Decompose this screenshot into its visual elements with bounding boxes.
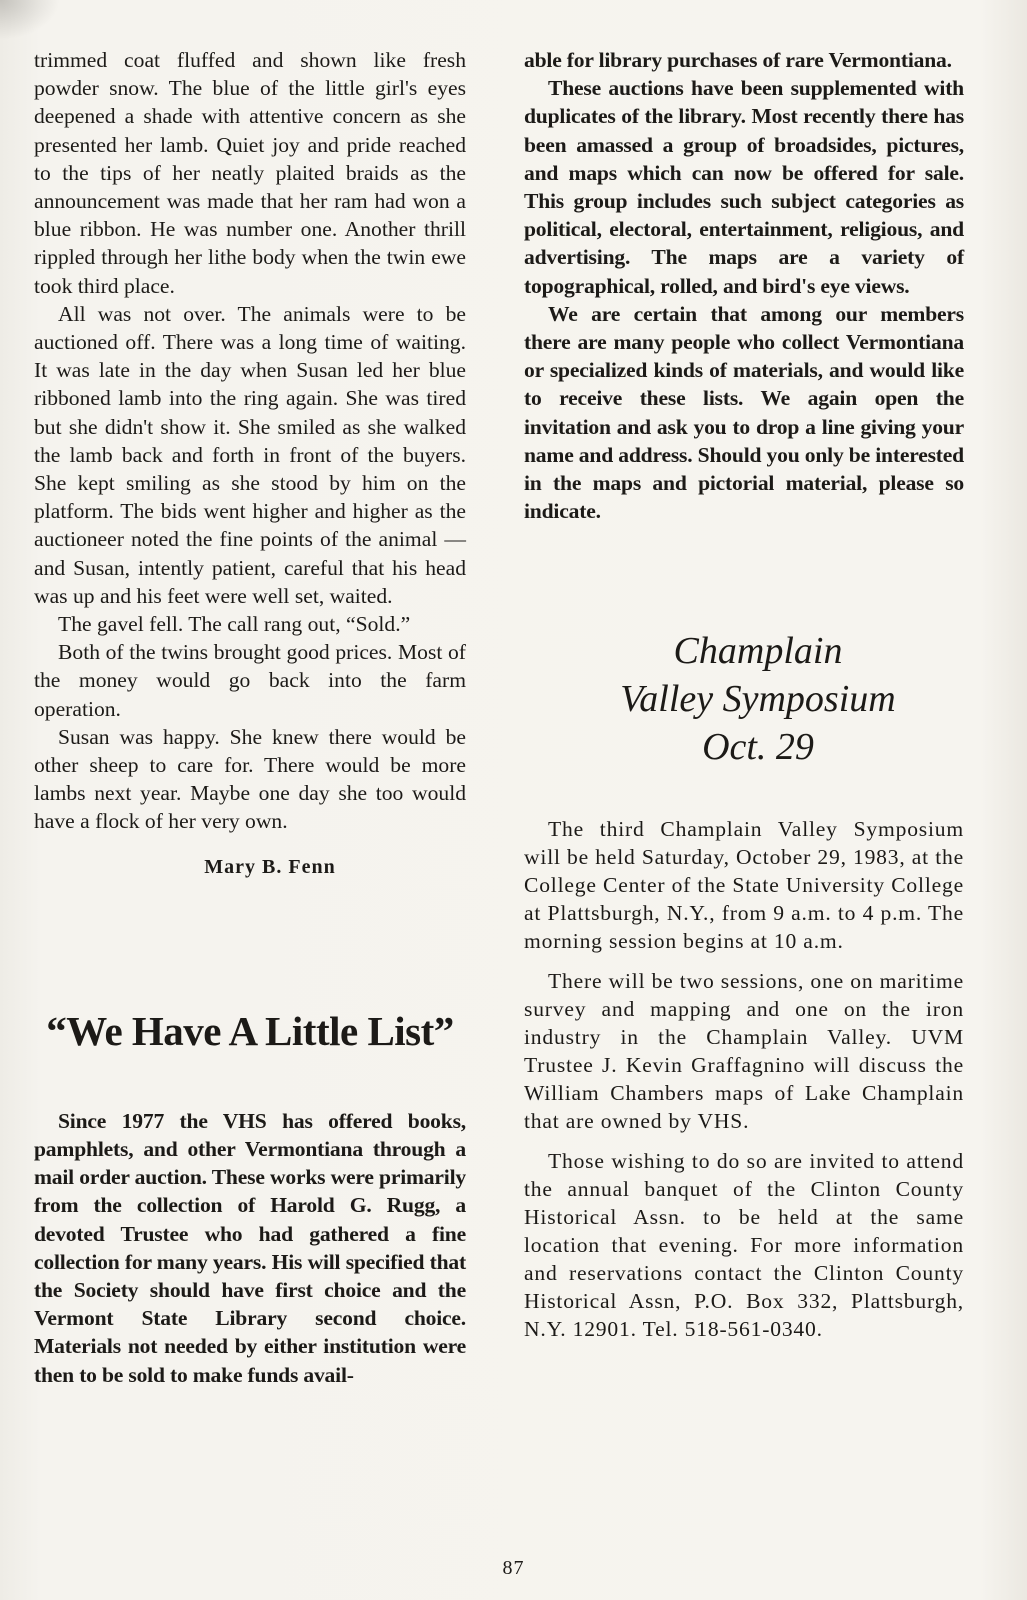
- list-article-paragraph: Since 1977 the VHS has offered books, pamphlets, and other Vermontiana through a mail order auction. These works were primarily from the collection of Harold G. Rugg, a devoted Trustee who had gathered a fine collection for many years. His will specified that the Society should have first choice and the Vermont State Library second choice. Materials not needed by either institution were then to be sold to make funds avail-: [34, 1108, 466, 1387]
- lamb-story: [34, 46, 466, 836]
- symposium-title-line: Oct. 29: [702, 726, 814, 769]
- list-article-paragraph: able for library purchases of rare Vermontiana.: [524, 48, 952, 72]
- list-article-start: [34, 1107, 466, 1389]
- story-paragraph: Both of the twins brought good prices. Most of the money would go back into the farm operation.: [34, 640, 466, 721]
- story-paragraph: Susan was happy. She knew there would be other sheep to care for. There would be more lambs next year. Maybe one day she too would have a flock of her very own.: [34, 724, 466, 834]
- symposium-title: [524, 627, 964, 771]
- symposium-paragraph: Those wishing to do so are invited to attend the annual banquet of the Clinton County Historical Assn. to be held at the same location that evening. For more information and reservations contact the Clinton County Historical Assn, P.O. Box 332, Plattsburgh, N.Y. 12901. Tel. 518-561-0340.: [524, 1149, 964, 1342]
- list-article-continued: [524, 46, 964, 525]
- author-byline: Mary B. Fenn: [204, 855, 336, 878]
- page-corner-shadow: [0, 0, 60, 40]
- symposium-title-line: Champlain: [673, 630, 843, 673]
- story-paragraph: All was not over. The animals were to be auctioned off. There was a long time of waiting. It was late in the day when Susan led her blue ribboned lamb into the ring again. She was tired but she didn't show it. She smiled as she walked the lamb back and forth in front of the buyers. She kept smiling as she stood by him on the platform. The bids went higher and higher as the auctioneer noted the fine points of the animal — and Susan, intently patient, careful that his head was up and his feet were well set, waited.: [34, 301, 466, 608]
- list-article-paragraph: These auctions have been supplemented with duplicates of the library. Most recently there has been amassed a group of broadsides, pictures, and maps which can now be offered for sale. This group includes such subject categories as political, electoral, entertainment, religious, and advertising. The maps are a variety of topographical, rolled, and bird's eye views.: [524, 76, 964, 298]
- symposium-paragraph: The third Champlain Valley Symposium will be held Saturday, October 29, 1983, at the College Center of the State University College at Plattsburgh, N.Y., from 9 a.m. to 4 p.m. The morning session begins at 10 a.m.: [524, 817, 964, 954]
- list-article-paragraph: We are certain that among our members there are many people who collect Vermontiana or specialized kinds of materials, and would like to receive these lists. We again open the invitation and ask you to drop a line giving your name and address. Should you only be interested in the maps and pictorial material, please so indicate.: [524, 301, 964, 524]
- page-number: 87: [502, 1557, 525, 1579]
- symposium-article: [524, 815, 964, 1343]
- list-article-headline: “We Have A Little List”: [46, 1007, 454, 1054]
- left-column: [34, 46, 466, 1389]
- right-column: [524, 46, 964, 1343]
- symposium-paragraph: There will be two sessions, one on maritime survey and mapping and one on the iron industry in the Champlain Valley. UVM Trustee J. Kevin Graffagnino will discuss the William Chambers maps of Lake Champlain that are owned by VHS.: [524, 969, 964, 1134]
- story-paragraph: The gavel fell. The call rang out, “Sold.”: [58, 612, 411, 637]
- story-paragraph: trimmed coat fluffed and shown like fresh powder snow. The blue of the little girl's eyes deepened a shade with attentive concern as she presented her lamb. Quiet joy and pride reached to the tips of her neatly plaited braids as the announcement was made that her ram had won a blue ribbon. He was number one. Another thrill rippled through her lithe body when the twin ewe took third place.: [34, 48, 466, 298]
- symposium-title-line: Valley Symposium: [620, 678, 896, 721]
